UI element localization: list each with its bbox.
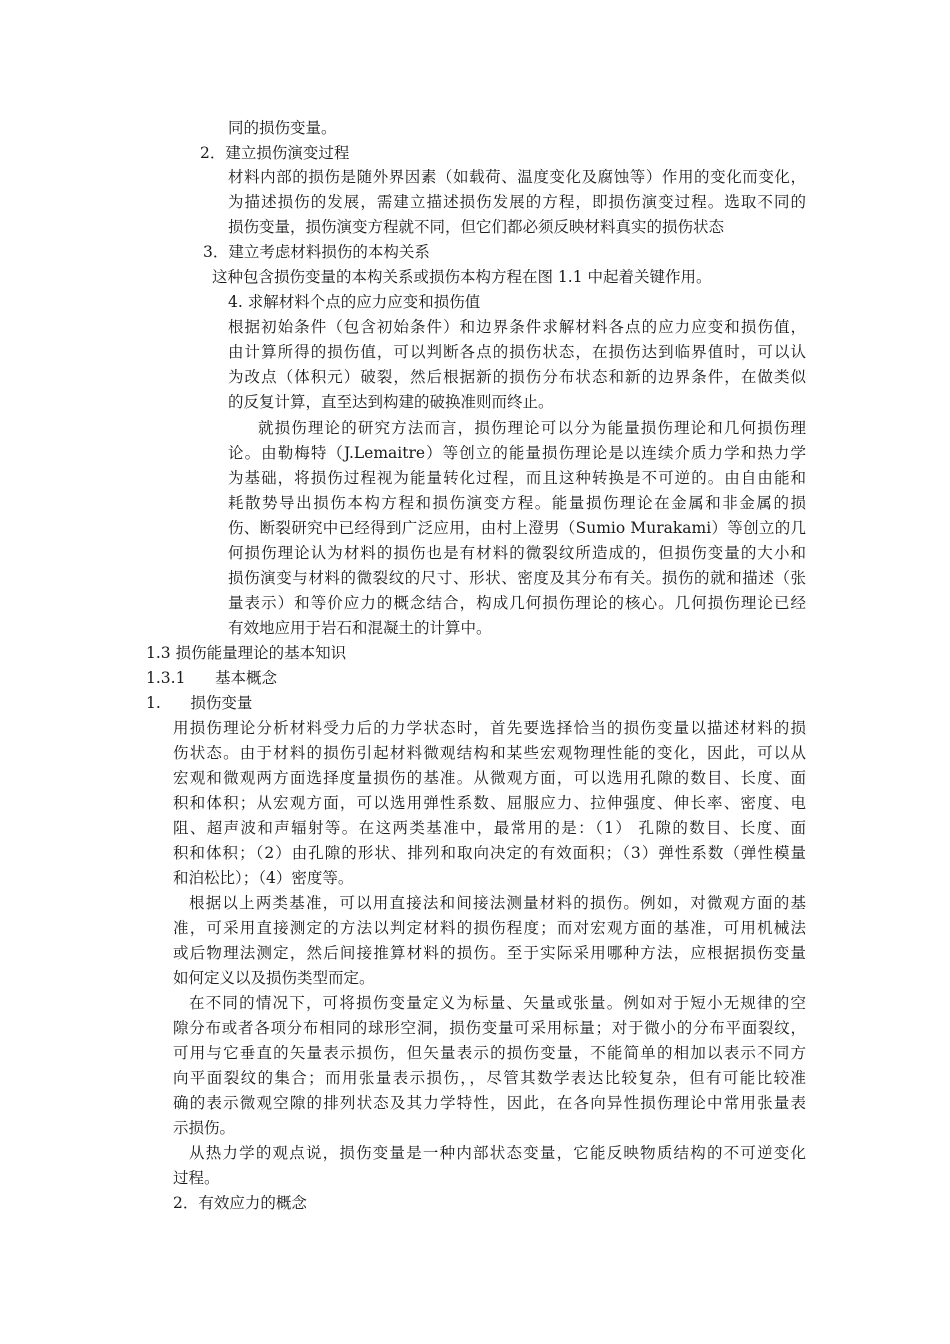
text-line: 宏观和微观两方面选择度量损伤的基准。从微观方面，可以选用孔隙的数目、长度、面 bbox=[173, 769, 806, 787]
text-line: 材料内部的损伤是随外界因素（如载荷、温度变化及腐蚀等）作用的变化而变化， bbox=[228, 168, 806, 186]
text-line: 隙分布或者各项分布相同的球形空洞，损伤变量可采用标量；对于微小的分布平面裂纹， bbox=[173, 1019, 806, 1037]
text-line: 伤、断裂研究中已经得到广泛应用，由村上澄男（Sumio Murakami）等创立的几 bbox=[228, 519, 806, 537]
list-item-heading: 2．建立损伤演变过程 bbox=[200, 144, 350, 162]
text-line: 何损伤理论认为材料的损伤也是有材料的微裂纹所造成的，但损伤变量的大小和 bbox=[228, 544, 806, 562]
text-line: 为基础，将损伤过程视为能量转化过程，而且这种转换是不可逆的。由自由能和 bbox=[228, 469, 806, 487]
text-line: 为描述损伤的发展，需建立描述损伤发展的方程，即损伤演变过程。选取不同的 bbox=[228, 193, 806, 211]
text-line: 就损伤理论的研究方法而言，损伤理论可以分为能量损伤理论和几何损伤理 bbox=[258, 419, 806, 437]
text-line: 根据以上两类基准，可以用直接法和间接法测量材料的损伤。例如，对微观方面的基 bbox=[189, 894, 806, 912]
text-line: 在不同的情况下，可将损伤变量定义为标量、矢量或张量。例如对于短小无规律的空 bbox=[189, 994, 806, 1012]
subsection-heading: 1.3.1 基本概念 bbox=[146, 669, 278, 687]
text-line: 这种包含损伤变量的本构关系或损伤本构方程在图 1.1 中起着关键作用。 bbox=[212, 268, 712, 286]
text-line: 量表示）和等价应力的概念结合，构成几何损伤理论的核心。几何损伤理论已经 bbox=[228, 594, 806, 612]
text-line: 或后物理法测定，然后间接推算材料的损伤。至于实际采用哪种方法，应根据损伤变量 bbox=[173, 944, 806, 962]
list-item-heading: 3．建立考虑材料损伤的本构关系 bbox=[203, 243, 430, 261]
text-line: 用损伤理论分析材料受力后的力学状态时，首先要选择恰当的损伤变量以描述材料的损 bbox=[173, 719, 806, 737]
text-line: 确的表示微观空隙的排列状态及其力学特性，因此，在各向异性损伤理论中常用张量表 bbox=[173, 1094, 806, 1112]
list-item-heading: 4. 求解材料个点的应力应变和损伤值 bbox=[228, 293, 481, 311]
text-line: 由计算所得的损伤值，可以判断各点的损伤状态，在损伤达到临界值时，可以认 bbox=[228, 343, 806, 361]
text-line: 和泊松比）；（4）密度等。 bbox=[173, 869, 354, 887]
text-line: 示损伤。 bbox=[173, 1119, 236, 1137]
list-item-heading: 2．有效应力的概念 bbox=[173, 1194, 307, 1212]
text-line: 损伤演变与材料的微裂纹的尺寸、形状、密度及其分布有关。损伤的就和描述（张 bbox=[228, 569, 806, 587]
text-line: 从热力学的观点说，损伤变量是一种内部状态变量，它能反映物质结构的不可逆变化 bbox=[189, 1144, 806, 1162]
text-line: 耗散势导出损伤本构方程和损伤演变方程。能量损伤理论在金属和非金属的损 bbox=[228, 494, 806, 512]
text-line: 可用与它垂直的矢量表示损伤，但矢量表示的损伤变量，不能简单的相加以表示不同方 bbox=[173, 1044, 806, 1062]
text-line: 准，可采用直接测定的方法以判定材料的损伤程度；而对宏观方面的基准，可用机械法 bbox=[173, 919, 806, 937]
text-line: 伤状态。由于材料的损伤引起材料微观结构和某些宏观物理性能的变化，因此，可以从 bbox=[173, 744, 806, 762]
text-line: 同的损伤变量。 bbox=[228, 119, 337, 137]
text-line: 过程。 bbox=[173, 1169, 220, 1187]
text-line: 损伤变量，损伤演变方程就不同，但它们都必须反映材料真实的损伤状态 bbox=[228, 218, 725, 236]
text-line: 向平面裂纹的集合；而用张量表示损伤，，尽管其数学表达比较复杂，但有可能比较准 bbox=[173, 1069, 806, 1087]
section-heading: 1.3 损伤能量理论的基本知识 bbox=[146, 644, 347, 662]
text-line: 阻、超声波和声辐射等。在这两类基准中，最常用的是：（1） 孔隙的数目、长度、面 bbox=[173, 819, 806, 837]
text-line: 根据初始条件（包含初始条件）和边界条件求解材料各点的应力应变和损伤值， bbox=[228, 318, 806, 336]
text-line: 积和体积；从宏观方面，可以选用弹性系数、屈服应力、拉伸强度、伸长率、密度、电 bbox=[173, 794, 806, 812]
text-line: 如何定义以及损伤类型而定。 bbox=[173, 969, 375, 987]
list-item-heading: 1. 损伤变量 bbox=[146, 694, 253, 712]
text-line: 为改点（体积元）破裂，然后根据新的损伤分布状态和新的边界条件，在做类似 bbox=[228, 368, 806, 386]
text-line: 积和体积；（2）由孔隙的形状、排列和取向决定的有效面积；（3）弹性系数（弹性模量 bbox=[173, 844, 806, 862]
text-line: 的反复计算，直至达到构建的破换准则而终止。 bbox=[228, 393, 554, 411]
text-line: 论。由勒梅特（J.Lemaitre）等创立的能量损伤理论是以连续介质力学和热力学 bbox=[228, 444, 806, 462]
text-line: 有效地应用于岩石和混凝土的计算中。 bbox=[228, 619, 492, 637]
